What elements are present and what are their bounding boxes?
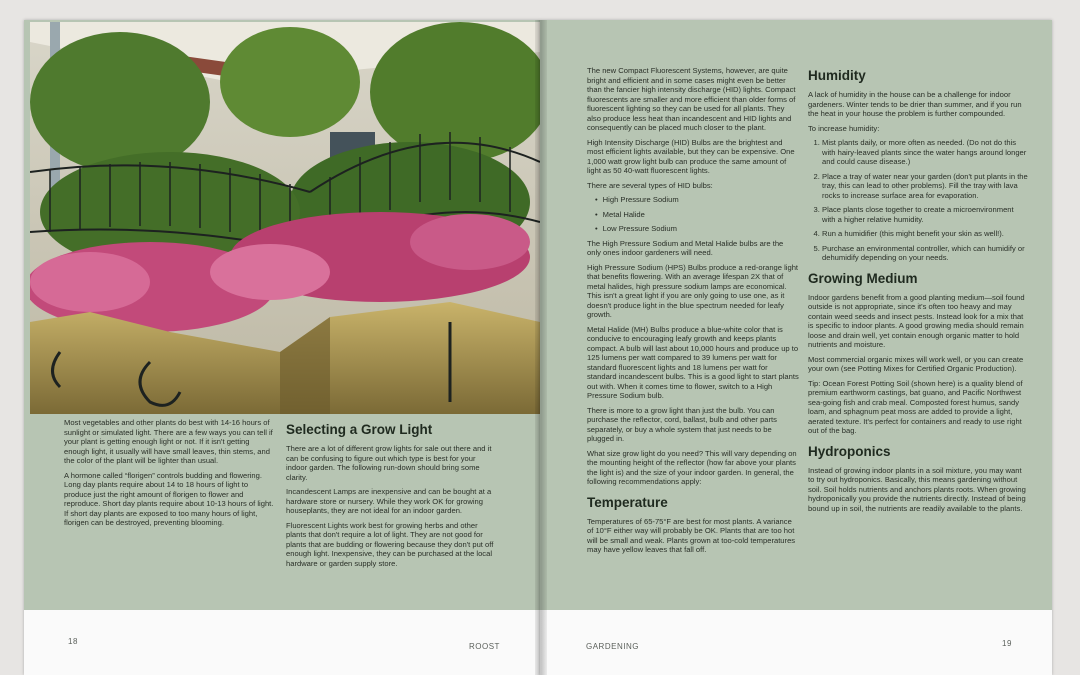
balcony-flowers-photo — [30, 22, 540, 414]
list-item: • Low Pressure Sodium — [595, 224, 799, 234]
right-column — [808, 68, 1028, 518]
paragraph: There is more to a grow light than just the bulb. You can purchase the reflector, cord, ballast, bulb and other parts separately, or buy a whole system that just needs to be plugged in. — [587, 405, 777, 443]
paragraph: A lack of humidity in the house can be a challenge for indoor gardeners. Winter tends to be drier than summer, and if you run the heat in your house the problem is further compounded. — [808, 90, 1022, 118]
paragraph: Tip: Ocean Forest Potting Soil (shown here) is a quality blend of premium earthworm castings, bat guano, and Pacific Northwest sea-going fish and crab meal. Composted forest humus, sandy loam, and sphagnum peat moss are added to provide a light, aerated texture. It's perfect for containers and ready to use right out of the bag. — [808, 378, 1023, 435]
paragraph: Fluorescent Lights work best for growing herbs and other plants that don't require a lot of light. They are not good for plants that are budding or flowering because they don't put off enough light. Inexpensive, they can be purchased at the local hardware or garden supply store. — [286, 520, 494, 568]
list-item: 4. Run a humidifier (this might benefit your skin as well!). — [822, 229, 1028, 239]
list-item: 5. Purchase an environmental controller, which can humidify or dehumidify depending on your needs. — [822, 244, 1028, 263]
left-page — [24, 20, 540, 675]
paragraph: What size grow light do you need? This will vary depending on the mounting height of the reflector (how far above your plants the light is) and the size of your indoor garden. In general, the following recommendations apply: — [587, 448, 797, 486]
selecting-grow-light-column — [286, 422, 498, 573]
paragraph: There are several types of HID bulbs: — [587, 180, 713, 190]
paragraph: High Intensity Discharge (HID) Bulbs are the brightest and most efficient lights available, but they can be expensive. One 1,000 watt grow light bulb can produce the same amount of light as 50 40-watt fluorescent lights. — [587, 137, 795, 175]
list-item: 3. Place plants close together to create a microenvironment with a higher relative humidity. — [822, 205, 1028, 224]
right-page — [540, 20, 1052, 675]
paragraph: There are a lot of different grow lights for sale out there and it can be confusing to figure out which type is best for your indoor garden. The following run-down should bring some clarity. — [286, 444, 492, 482]
list-item: • Metal Halide — [595, 210, 799, 220]
paragraph: Metal Halide (MH) Bulbs produce a blue-white color that is conducive to encouraging leafy growth and keeps plants compact. A bulb will last about 10,000 hours and produce up to 125 lumens per watt compared to 39 lumens per watt for standard fluorescent lights and 18 lumens per watt for standard incandescent bulbs. This is a good light to start plants out with. When it comes time to flower, switch to a High Pressure Sodium bulb. — [587, 324, 799, 400]
list-item: • High Pressure Sodium — [595, 195, 799, 205]
list-item: 2. Place a tray of water near your garden (don't put plants in the tray, this can lead to other problems). Fill the tray with lava rocks to increase surface area for evaporation. — [822, 172, 1028, 201]
list-item: 1. Mist plants daily, or more often as needed. (Do not do this with hairy-leaved plants since the water hangs around longer and could cause disease.) — [822, 138, 1028, 167]
paragraph: A hormone called “florigen” controls budding and flowering. Long day plants require about 14 to 18 hours of light to produce just the right amount of florigen to flower and reproduce. Short day plants require about 10-13 hours of light. If short day plants are exposed to too many hours of light, florigen can be destroyed, preventing blooming. — [64, 470, 274, 527]
section-heading: Selecting a Grow Light — [286, 422, 433, 437]
paragraph: Instead of growing indoor plants in a soil mixture, you may want to try out hydroponics. Basically, this means gardening without soil. Soil holds nutrients and anchors plants roots. When growing hydroponically you provide the nutrients directly. Instead of being bound up in soil, the nutrients are readily available to the plants. — [808, 465, 1026, 513]
left-column-intro — [64, 418, 276, 533]
paragraph: Incandescent Lamps are inexpensive and can be bought at a hardware store or nursery. While they work OK for growing houseplants, they are not ideal for an indoor garden. — [286, 487, 492, 515]
section-heading: Temperature — [587, 494, 668, 510]
running-head: GARDENING — [586, 642, 639, 651]
paragraph: The new Compact Fluorescent Systems, however, are quite bright and efficient and in some cases might even be better than the fancier high intensity discharge (HID) lights. Compact fluorescents are smaller and more efficient than older forms of fluorescent lighting so they can be used for all plants. They also produce less heat than incandescent and HID lights and consequently can be placed much closer to the plant. — [587, 66, 796, 132]
grow-lights-column — [587, 66, 799, 560]
paragraph: Indoor gardens benefit from a good planting medium—soil found outside is not appropriate, since it's often too heavy and may contain weed seeds and insect pests. Instead look for a mix that is specific to indoor plants. A good growing media should remain loose and drain well, yet contain enough organic matter to hold nutrients and moisture. — [808, 292, 1025, 349]
paragraph: Most vegetables and other plants do best with 14-16 hours of sunlight or simulated light. There are a few ways you can tell if your plant is getting enough light or not. If it isn't getting enough light, it usually will have small leaves, thin stems, and the color of the plant will be lighter than usual. — [64, 418, 273, 465]
paragraph: Temperatures of 65-75°F are best for most plants. A variance of 10°F either way will probably be OK. Plants that are too hot will be small and weak. Plants grown at too-cold temperatures may have yellow leaves that fall off. — [587, 516, 796, 554]
hid-bulb-list — [587, 195, 799, 234]
paragraph: High Pressure Sodium (HPS) Bulbs produce a red-orange light that benefits flowering. With an average lifespan 2X that of metal halides, high pressure sodium lamps are economical. This isn't a great light if you are only going to use one, as it doesn't produce light in the blue spectrum needed for leafy growth. — [587, 262, 799, 319]
running-head: ROOST — [469, 642, 500, 651]
paragraph: The High Pressure Sodium and Metal Halide bulbs are the only ones indoor gardeners will need. — [587, 238, 784, 257]
page-number: 18 — [68, 637, 78, 646]
section-heading: Growing Medium — [808, 270, 918, 286]
page-number: 19 — [1002, 639, 1012, 648]
paragraph: To increase humidity: — [808, 123, 880, 133]
humidity-steps-list — [808, 138, 1028, 263]
paragraph: Most commercial organic mixes will work well, or you can create your own (see Potting Mixes for Certified Organic Production). — [808, 354, 1024, 373]
section-heading: Hydroponics — [808, 443, 891, 459]
section-heading: Humidity — [808, 68, 866, 83]
